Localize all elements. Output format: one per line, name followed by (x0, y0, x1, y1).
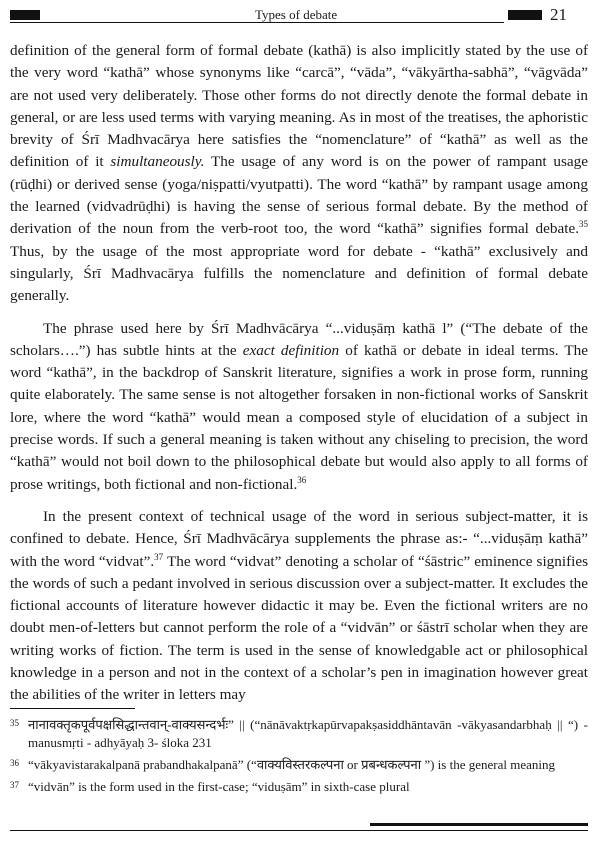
footnote-ref: 36 (297, 474, 307, 485)
footnote-36 (10, 756, 588, 774)
running-header (10, 5, 590, 32)
paragraph-text: of kathā or debate in ideal terms. The word “kathā”, in the backdrop of Sanskrit literature, signifies a work in prose form, running quite elaborately. The same sense is not altogether forsaken in non-fictional works of Sanskrit lore, where the word “kathā” would mean a composed style of elucidation of a subject in precise words. If such a general meaning is taken without any chiseling to precision, the word “kathā” would not boil down to the philosophical debate but would also apply to all forms of prose writings, both fictional and non-fictional. (10, 341, 589, 493)
paragraph-text: definition of the general form of formal debate (kathā) is also implicitly stated by the use of the very word “kathā” whose synonyms like “carcā”, “vāda”, “vākyārtha-sabhā”, “vāgvāda” are not used very deliberately. Those other forms do not directly denote the formal debate in general, or are less used terms with varying meaning. As in most of the treatises, the aphoristic brevity of Śrī Madhvacārya here satisfies the “nomenclature” of “kathā” as well as the definition of it (10, 42, 588, 171)
footnote-rule (10, 708, 135, 709)
footnotes (10, 716, 588, 800)
footer-rule (10, 830, 588, 831)
footnote-text: “vākyavistarakalpanā prabandhakalpanā” (“वाक्यविस्तरकल्पना or प्रबन्धकल्पना ”) is the general meaning (28, 757, 555, 772)
footer-bar (370, 823, 588, 826)
paragraph-3 (10, 506, 588, 707)
footnote-37 (10, 778, 588, 796)
footnote-35 (10, 716, 588, 752)
footnote-text: “vidvān” is the form used in the first-case; “viduṣām” in sixth-case plural (28, 779, 410, 794)
paragraph-1 (10, 40, 588, 308)
paragraph-2 (10, 318, 588, 496)
page-number: 21 (550, 5, 567, 24)
body-text (10, 40, 588, 717)
footnote-ref: 37 (154, 551, 164, 562)
emphasis-text: exact definition (242, 341, 340, 359)
footnote-number: 35 (10, 718, 19, 728)
header-bar-left (10, 10, 40, 20)
footnote-number: 37 (10, 780, 19, 790)
footnote-text: नानावक्तृकपूर्वपक्षसिद्धान्तवान्-वाक्यसन्दर्भः” || (“nānāvaktṛkapūrvapakṣasiddhāntavān -vākyasandarbhaḥ || “) - manusmṛti - adhyāyaḥ 3- śloka 231 (28, 717, 588, 750)
footnote-ref: 35 (579, 219, 588, 230)
paragraph-text: In the present context of technical usage of the word in serious subject-matter, it is confined to debate. Hence, Śrī Madhvācārya supplements the phrase as:- “...viduṣāṃ kathā” with the word “vidvat”. (10, 507, 588, 570)
emphasis-text: simultaneously. (110, 153, 205, 171)
paragraph-text: The phrase used here by Śrī Madhvācārya “...viduṣāṃ kathā l” (“The debate of the scholars….”) has subtle hints at the (10, 319, 588, 359)
paragraph-text: The usage of any word is on the power of rampant usage (rūḍhi) or derived sense (yoga/niṣpatti/vyutpatti). The word “kathā” by rampant usage among the learned (vidvadrūḍhi) is having the sense of serious formal debate. By the method of derivation of the noun from the verb-root too, the word “kathā” signifies formal debate. (10, 153, 588, 238)
header-bar-right (508, 10, 542, 20)
footnote-number: 36 (10, 758, 19, 768)
paragraph-text: The word “vidvat” denoting a scholar of “śāstric” eminence signifies the words of such a pedant involved in serious discussion over a subject-matter. It excludes the fictional accounts of literature however didactic it may be. Even the fictional writers are no doubt men-of-letters but cannot perform the role of a “vidvān” or śāstrī scholar when they are writing works of fiction. The term is used in the sense of knowledgable act or philosophical knowledge in a person and not in the context of a scholar’s pen in imagination however great the abilities of the writer in letters may (10, 552, 588, 704)
paragraph-text: Thus, by the usage of the most appropriate word for debate - “kathā” exclusively and singularly, Śrī Madhvacārya fulfills the nomenclature and definition of formal debate generally. (10, 242, 588, 305)
header-title: Types of debate (255, 7, 338, 22)
